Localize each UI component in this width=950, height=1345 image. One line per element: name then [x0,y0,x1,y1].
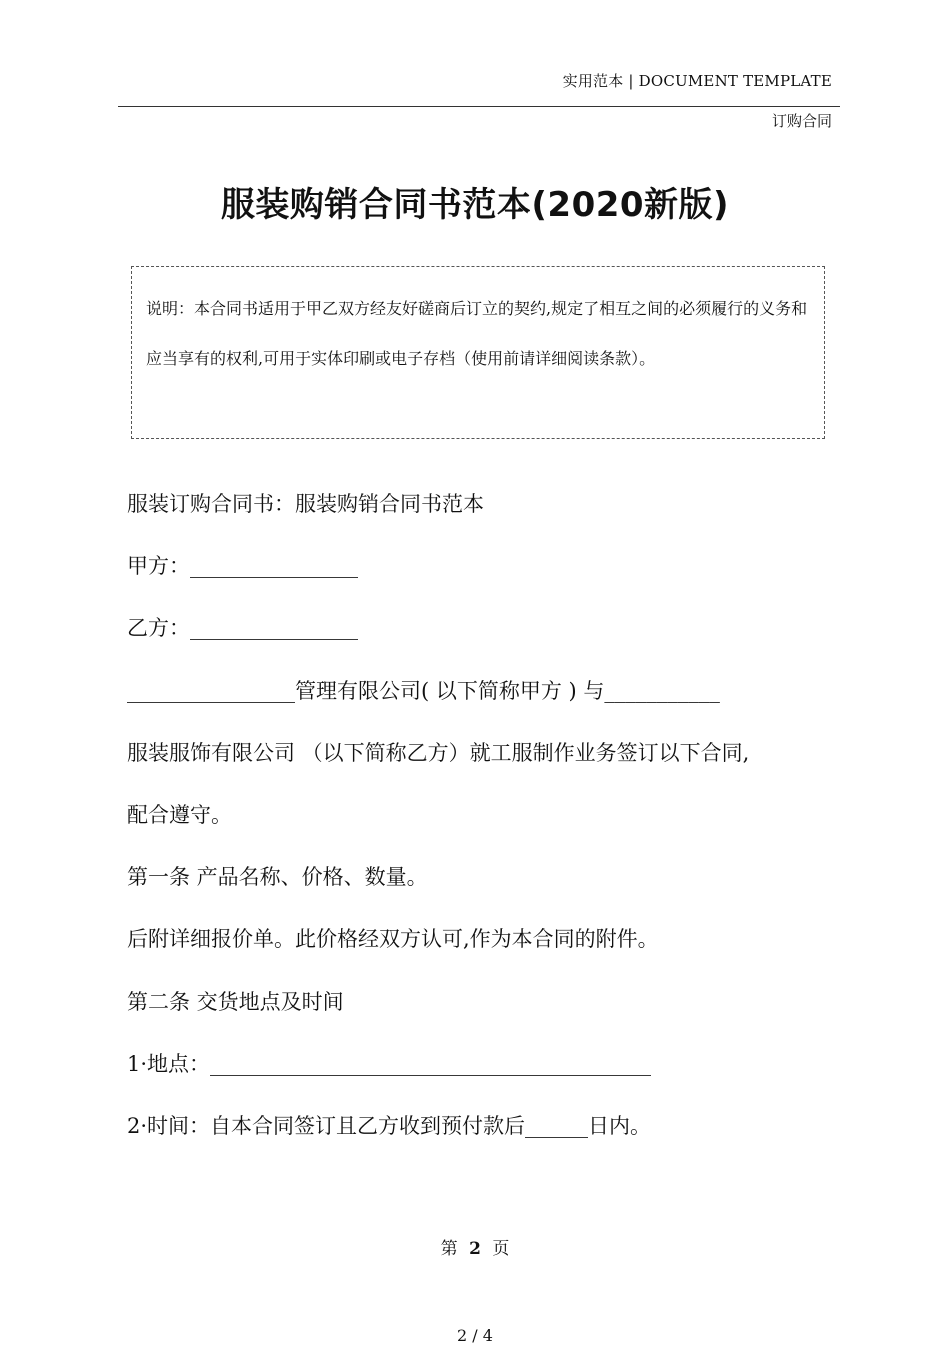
page-footer [0,1234,950,1259]
article-2-item-2: 2·时间：自本合同签订且乙方收到预付款后______日内。 [127,1114,652,1138]
note-box [131,266,825,439]
header-brand: 实用范本 | DOCUMENT TEMPLATE [562,72,832,90]
party-a-line: 甲方：________________ [127,554,358,578]
party-b-line: 乙方：________________ [127,616,358,640]
page-number: 2 [469,1239,481,1259]
article-1-text: 后附详细报价单。此价格经双方认可,作为本合同的附件。 [127,927,659,951]
article-1-heading: 第一条 产品名称、价格、数量。 [127,865,428,889]
page-prefix: 第 [440,1239,458,1259]
header-divider [118,106,840,107]
intro-line-1: ________________管理有限公司( 以下简称甲方 ) 与___________ [127,679,720,703]
intro-line-3: 配合遵守。 [127,803,232,827]
article-2-heading: 第二条 交货地点及时间 [127,990,344,1014]
header-subtitle: 订购合同 [771,112,832,130]
intro-line-2: 服装服饰有限公司 （以下简称乙方）就工服制作业务签订以下合同, [127,741,750,765]
page-counter: 2 / 4 [457,1326,493,1345]
document-title: 服装购销合同书范本(2020新版) [220,185,730,225]
note-text: 说明：本合同书适用于甲乙双方经友好磋商后订立的契约,规定了相互之间的必须履行的义务和应当享有的权利,可用于实体印刷或电子存档（使用前请详细阅读条款）。 [146,299,808,368]
article-2-item-1: 1·地点：__________________________________________ [127,1052,652,1076]
page-suffix: 页 [492,1239,510,1259]
contract-heading: 服装订购合同书：服装购销合同书范本 [127,492,484,516]
